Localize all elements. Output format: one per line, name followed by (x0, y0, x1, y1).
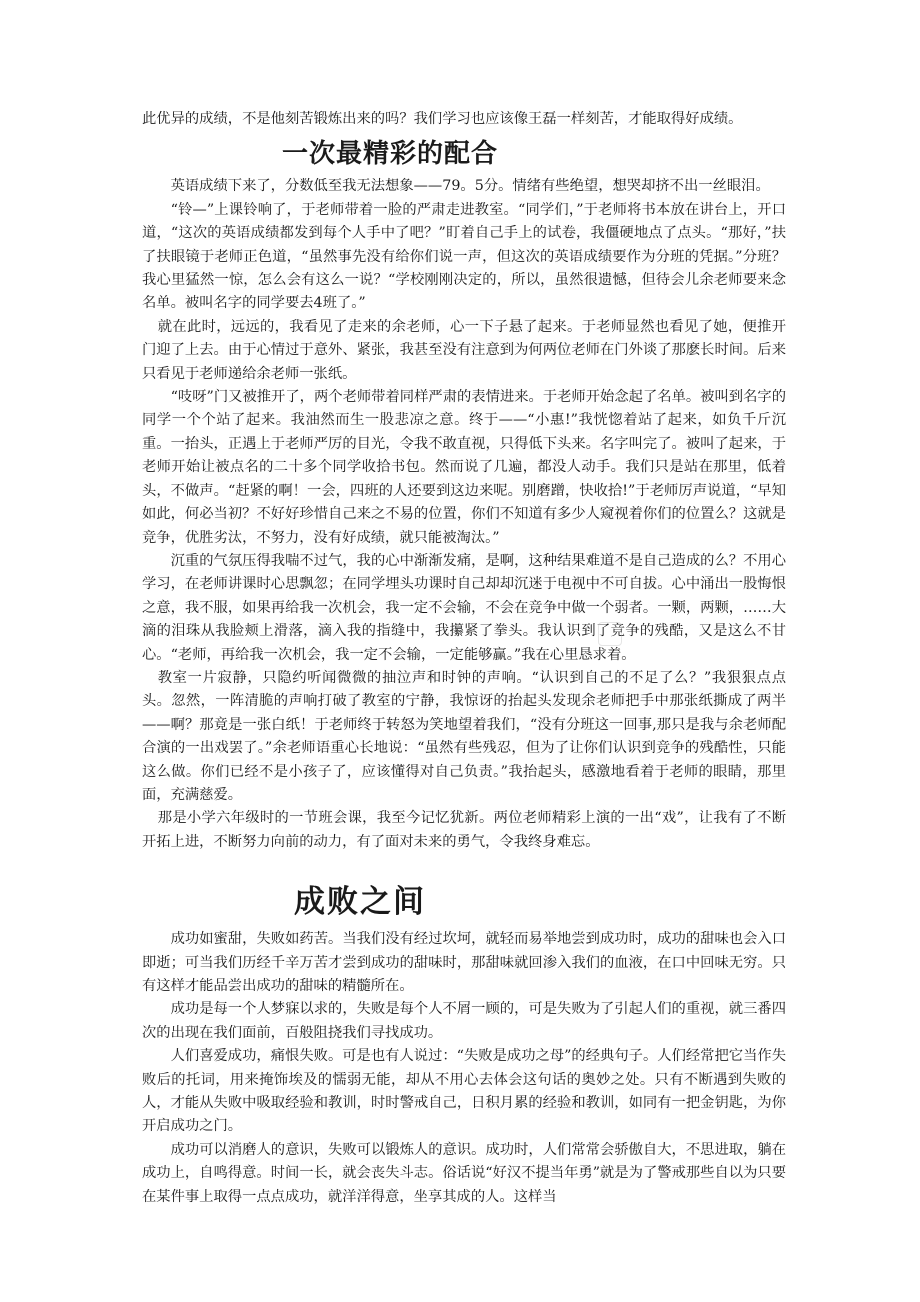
essay1-paragraph-6: 教室一片寂静，只隐约听闻微微的抽泣声和时钟的声响。“认识到自己的不足了么？”我狠狠点点头。忽然，一阵清脆的声响打破了教室的宁静，我惊讶的抬起头发现余老师把手中那张纸撕成了两半——啊？那竟是一张白纸！于老师终于转怒为笑地望着我们，“没有分班这一回事,那只是我与余老师配合演的一出戏罢了。”余老师语重心长地说：“虽然有些残忍，但为了让你们认识到竞争的残酷性，只能这么做。你们已经不是小孩子了，应该懂得对自己负责。”我抬起头，感激地看着于老师的眼睛，那里面，充满慈爱。 (142, 669, 786, 803)
essay1-paragraph-1: 英语成绩下来了，分数低至我无法想象——79。5分。情绪有些绝望，想哭却挤不出一丝眼泪。 (170, 178, 770, 195)
essay2-paragraph-4: 成功可以消磨人的意识，失败可以锻炼人的意识。成功时，人们常常会骄傲自大，不思进取，躺在成功上，自鸣得意。时间一长，就会丧失斗志。俗话说“好汉不提当年勇”就是为了警戒那些自以为只要在某件事上取得一点点成功，就洋洋得意，坐享其成的人。这样当 (142, 1141, 786, 1205)
essay2-paragraph-3: 人们喜爱成功，痛恨失败。可是也有人说过：“失败是成功之母”的经典句子。人们经常把它当作失败后的托词，用来掩饰埃及的懦弱无能，却从不用心去体会这句话的奥妙之处。只有不断遇到失败的人，才能从失败中吸取经验和教训，时时警戒自己，日积月累的经验和教训，如同有一把金钥匙，为你开启成功之门。 (142, 1048, 786, 1135)
essay2-paragraph-1: 成功如蜜甜，失败如药苦。当我们没有经过坎坷，就轻而易举地尝到成功时，成功的甜味也会入口即逝；可当我们历经千辛万苦才尝到成功的甜味时，那甜味就回渗入我们的血液，在口中回味无穷。只有这样才能品尝出成功的甜味的精髓所在。 (142, 931, 786, 994)
essay2-paragraph-2: 成功是每一个人梦寐以求的，失败是每个人不屑一顾的，可是失败为了引起人们的重视，就三番四次的出现在我们面前，百般阻挠我们寻找成功。 (142, 1001, 786, 1041)
essay2-title: 成败之间 (294, 884, 426, 921)
essay1-paragraph-4: “吱呀”门又被推开了，两个老师带着同样严肃的表情进来。于老师开始念起了名单。被叫到名字的同学一个个站了起来。我油然而生一股悲凉之意。终于——“小惠!”我恍惚着站了起来，如负千斤沉重。一抬头，正遇上于老师严厉的目光，令我不敢直视，只得低下头来。名字叫完了。被叫了起来，于老师开始让被点名的二十多个同学收拾书包。然而说了几遍，都没人动手。我们只是站在那里，低着头，不做声。“赶紧的啊！一会，四班的人还要到这边来呢。别磨蹭，快收拾!”于老师厉声说道，“早知如此，何必当初？不好好珍惜自己来之不易的位置，你们不知道有多少人窥视着你们的位置么？这就是竞争，优胜劣汰，不努力，没有好成绩，就只能被淘汰。” (142, 389, 786, 546)
essay1-paragraph-3: 就在此时，远远的，我看见了走来的余老师，心一下子悬了起来。于老师显然也看见了她，便推开门迎了上去。由于心情过于意外、紧张，我甚至没有注意到为何两位老师在门外谈了那麽长时间。后来只看见于老师递给余老师一张纸。 (142, 318, 786, 382)
essay1-paragraph-2: “铃—”上课铃响了，于老师带着一脸的严肃走进教室。“同学们，”于老师将书本放在讲台上，开口道，“这次的英语成绩都发到每个人手中了吧？”盯着自己手上的试卷，我僵硬地点了点头。“那好，”扶了扶眼镜于老师正色道，“虽然事先没有给你们说一声，但这次的英语成绩要作为分班的凭据。”分班？我心里猛然一惊，怎么会有这么一说？“学校刚刚决定的，所以，虽然很遗憾，但待会儿余老师要来念名单。被叫名字的同学要去4班了。” (142, 201, 786, 312)
essay1-title: 一次最精彩的配合 (282, 139, 499, 170)
document-page (142, 108, 786, 1209)
essay1-paragraph-7: 那是小学六年级时的一节班会课，我至今记忆犹新。两位老师精彩上演的一出“戏”，让我有了不断开拓上进，不断努力向前的动力，有了面对未来的勇气，令我终身难忘。 (142, 810, 786, 850)
faint-watermark-mark (598, 622, 622, 646)
essay1-paragraph-5: 沉重的气氛压得我喘不过气，我的心中渐渐发痛，是啊，这种结果难道不是自己造成的么？不用心学习，在老师讲课时心思飘忽；在同学埋头功课时自己却却沉迷于电视中不可自拔。心中涌出一股悔恨之意，我不服，如果再给我一次机会，我一定不会输，不会在竞争中做一个弱者。一颗，两颗，……大滴的泪珠从我脸颊上滑落，滴入我的指缝中，我攥紧了拳头。我认识到了竞争的残酷，又是这么不甘心。“老师，再给我一次机会，我一定不会输，一定能够赢。”我在心里恳求着。 (142, 552, 786, 663)
intro-tail-paragraph: 此优异的成绩，不是他刻苦锻炼出来的吗？我们学习也应该像王磊一样刻苦，才能取得好成绩。 (142, 111, 743, 127)
